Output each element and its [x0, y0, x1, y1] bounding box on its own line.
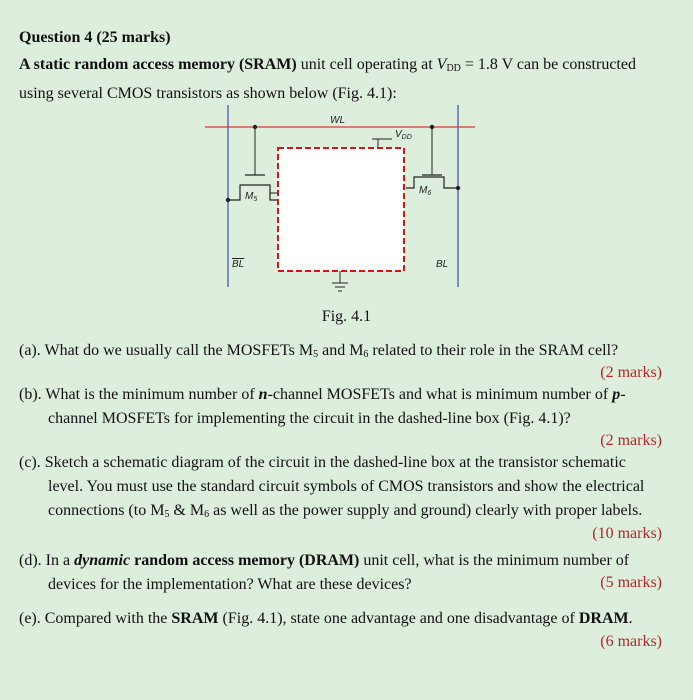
m5-bl-node — [226, 198, 230, 202]
part-e-marks: (6 marks) — [600, 633, 662, 650]
bl-bar-label: BL — [232, 259, 245, 270]
wl-label: WL — [330, 115, 345, 126]
vdd-label: $V_{DD}$ — [395, 129, 412, 141]
intro-line-2: using several CMOS transistors as shown below (Fig. 4.1): — [19, 85, 397, 102]
m5-label: $M_5$ — [245, 191, 258, 203]
intro-text-2: = 1.8 V can be constructed — [460, 56, 636, 73]
m6-bl-node — [456, 186, 460, 190]
vdd-subscript: DD — [446, 63, 461, 74]
sram-cell-figure — [200, 105, 490, 305]
part-c-marks: (10 marks) — [592, 525, 662, 542]
figure-caption: Fig. 4.1 — [321, 308, 372, 325]
m6-label: $M_6$ — [419, 185, 432, 197]
part-b-marks: (2 marks) — [600, 432, 662, 449]
vdd-symbol: V — [436, 56, 447, 73]
part-a-marks: (2 marks) — [600, 364, 662, 381]
part-a: (a). What do we usually call the MOSFETs M5 and M6 related to their role in the SRAM cell? — [19, 342, 619, 360]
m6-channel — [406, 177, 456, 188]
part-d: (d). In a dynamic random access memory (DRAM) unit cell, what is the minimum number of devices for the implementation? What are these devices? — [19, 552, 630, 593]
intro-bold: A static random access memory (SRAM) — [19, 56, 297, 73]
bl-label: BL — [436, 259, 449, 270]
part-b: (b). What is the minimum number of n-channel MOSFETs and what is minimum number of p- channel MOSFETs for implementing the circuit in the dashed-line box (Fig. 4.1)? — [19, 386, 626, 427]
intro-text-1: unit cell operating at — [296, 56, 437, 73]
part-c: (c). Sketch a schematic diagram of the circuit in the dashed-line box at the transistor schematic level. You must use the standard circuit symbols of CMOS transistors and show the electrical connections (to M5 & M6 as well as the power supply and ground) clearly with proper labels. — [19, 454, 645, 520]
dashed-box — [278, 148, 404, 271]
question-heading: Question 4 (25 marks) — [19, 29, 171, 46]
question-intro — [19, 52, 679, 106]
part-d-marks: (5 marks) — [600, 574, 662, 591]
part-e: (e). Compared with the SRAM (Fig. 4.1), state one advantage and one disadvantage of DRAM. — [19, 610, 633, 627]
